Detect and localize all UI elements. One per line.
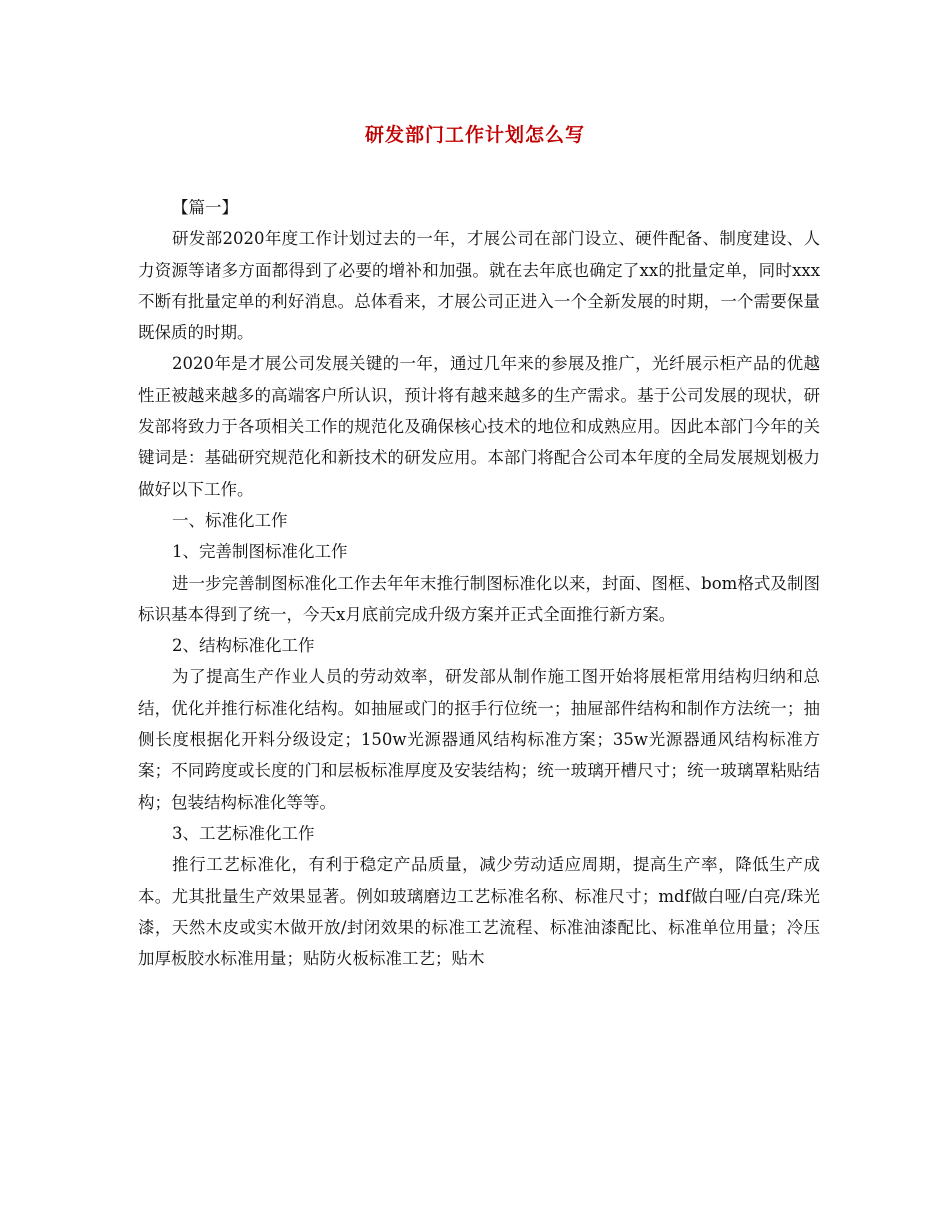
document-body	[138, 192, 820, 974]
subsection-heading: 3、工艺标准化工作	[172, 823, 315, 843]
paragraph: 2020年是才展公司发展关键的一年，通过几年来的参展及推广，光纤展示柜产品的优越性正被越来越多的高端客户所认识，预计将有越来越多的生产需求。基于公司发展的现状，研发部将致力于各项相关工作的规范化及确保核心技术的地位和成熟应用。因此本部门今年的关键词是：基础研究规范化和新技术的研发应用。本部门将配合公司本年度的全局发展规划极力做好以下工作。	[138, 354, 820, 499]
paragraph: 研发部2020年度工作计划过去的一年，才展公司在部门设立、硬件配备、制度建设、人力资源等诸多方面都得到了必要的增补和加强。就在去年底也确定了xx的批量定单，同时xxx不断有批量定单的利好消息。总体看来，才展公司正进入一个全新发展的时期，一个需要保量既保质的时期。	[138, 229, 820, 343]
subsection-heading: 1、完善制图标准化工作	[172, 542, 348, 562]
section-heading: 一、标准化工作	[172, 510, 288, 530]
paragraph: 进一步完善制图标准化工作去年年末推行制图标准化以来，封面、图框、bom格式及制图标识基本得到了统一，今天x月底前完成升级方案并正式全面推行新方案。	[138, 573, 820, 624]
paragraph: 为了提高生产作业人员的劳动效率，研发部从制作施工图开始将展柜常用结构归纳和总结，优化并推行标准化结构。如抽屉或门的抠手行位统一；抽屉部件结构和制作方法统一；抽侧长度根据化开料分级设定；150w光源器通风结构标准方案；35w光源器通风结构标准方案；不同跨度或长度的门和层板标准厚度及安装结构；统一玻璃开槽尺寸；统一玻璃罩粘贴结构；包装结构标准化等等。	[138, 667, 820, 812]
document-title: 研发部门工作计划怎么写	[364, 124, 585, 146]
subsection-heading: 2、结构标准化工作	[172, 636, 315, 656]
paragraph: 推行工艺标准化，有利于稳定产品质量，减少劳动适应周期，提高生产率，降低生产成本。尤其批量生产效果显著。例如玻璃磨边工艺标准名称、标准尺寸；mdf做白哑/白亮/珠光漆，天然木皮或实木做开放/封闭效果的标准工艺流程、标准油漆配比、标准单位用量；冷压加厚板胶水标准用量；贴防火板标准工艺；贴木	[138, 855, 820, 969]
section-tag: 【篇一】	[172, 198, 238, 217]
